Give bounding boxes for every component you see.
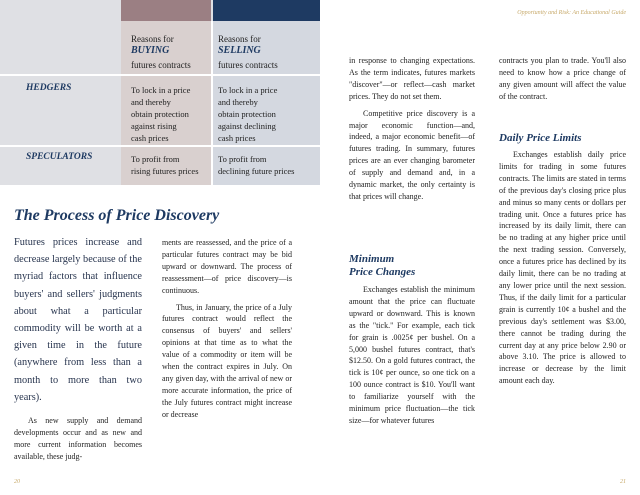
- cell-line: cash prices: [131, 133, 169, 143]
- cell-line: obtain protection: [218, 109, 276, 119]
- cell-line: To profit from: [218, 154, 267, 164]
- buying-header: [131, 33, 191, 71]
- subheading-daily-price-limits: Daily Price Limits: [499, 132, 582, 144]
- cell-line: To profit from: [131, 154, 180, 164]
- row-label-hedgers: HEDGERS: [26, 83, 72, 93]
- column-4: [499, 55, 626, 108]
- cell-line: declining future prices: [218, 166, 295, 176]
- cell-line: To lock in a price: [218, 85, 278, 95]
- cell-line: To lock in a price: [131, 85, 191, 95]
- table-col-divider: [211, 21, 213, 185]
- selling-color-bar: [213, 0, 320, 21]
- paragraph: Thus, in January, the price of a July futures contract would reflect the consensus of buyers' and sellers' opinions at that time as to what the value of a commodity or item will be when the contract expires in July. On any given day, with the arrival of new or more accurate information, the price of the July futures contract might increase or decrease: [162, 302, 292, 419]
- table-divider-1: [0, 74, 320, 76]
- paragraph: As new supply and demand developments occur and as new and more current information becomes available, these judg-: [14, 416, 142, 461]
- subheading-line: Minimum: [349, 253, 395, 265]
- column-2: [162, 237, 292, 426]
- selling-header-line1: Reasons for: [218, 34, 261, 44]
- page-number-left: 20: [14, 479, 20, 485]
- paragraph: in response to changing expectations. As the term indicates, futures markets "discover"—or reflect—cash market prices. They do not set them.: [349, 56, 475, 101]
- cell-line: rising futures prices: [131, 166, 199, 176]
- paragraph: Exchanges establish daily price limits for trading in some futures contracts. The limits are stated in terms of the previous day's closing price plus and minus so many cents or dollars per trading unit. Once a futures price has increased by its daily limit, there can be no trading at any higher price until the next trading session. Conversely, once a futures price has declined by its daily limit, there can be no trading at any lower price until the next session. Thus, if the daily limit for a particular grain is currently 10¢ a bushel and the previous day's settlement was $3.00, there cannot be trading during the current day at any price below 2.90 or above 3.10. The price is allowed to increase or decrease by the limit amount each day.: [499, 150, 626, 386]
- column-1: [14, 415, 142, 468]
- cell-line: against declining: [218, 121, 276, 131]
- page-number-right: 21: [620, 479, 626, 485]
- column-3-continued: [349, 284, 475, 432]
- selling-header: [218, 33, 278, 71]
- table-divider-2: [0, 145, 320, 147]
- section-title: The Process of Price Discovery: [14, 207, 220, 224]
- paragraph: Competitive price discovery is a major economic function—and, indeed, a major economic benefit—of futures trading. In summary, futures prices are an ever changing barometer of supply and demand and, in a dynamic market, the only certainty is that prices will change.: [349, 108, 475, 201]
- hedgers-buying-cell: [131, 84, 190, 144]
- buying-header-line1: Reasons for: [131, 34, 174, 44]
- column-4-continued: [499, 149, 626, 392]
- hedgers-selling-cell: [218, 84, 277, 144]
- cell-line: and thereby: [131, 97, 171, 107]
- row-label-speculators: SPECULATORS: [26, 152, 93, 162]
- paragraph: contracts you plan to trade. You'll also need to know how a price change of any given amount will affect the value of the contract.: [499, 56, 626, 101]
- lead-paragraph: Futures prices increase and decrease largely because of the myriad factors that influence buyers' and sellers' judgments about what a particular commodity will be worth at a given time in the future (anywhere from less than a month to more than two years).: [14, 237, 142, 403]
- paragraph: ments are reassessed, and the price of a particular futures contract may be bid upward or downward. The process of reassessment—of price discovery—is continuous.: [162, 238, 292, 295]
- selling-header-keyword: SELLING: [218, 45, 261, 56]
- buying-header-keyword: BUYING: [131, 45, 170, 56]
- subheading-minimum-price-changes: [349, 253, 415, 279]
- running-head-right: Opportunity and Risk: An Educational Guide: [517, 10, 626, 16]
- cell-line: and thereby: [218, 97, 258, 107]
- column-3: [349, 55, 475, 208]
- cell-line: against rising: [131, 121, 177, 131]
- cell-line: obtain protection: [131, 109, 189, 119]
- buying-header-line3: futures contracts: [131, 60, 191, 70]
- selling-header-line3: futures contracts: [218, 60, 278, 70]
- buying-color-bar: [121, 0, 211, 21]
- paragraph: Exchanges establish the minimum amount that the price can fluctuate upward or downward. This is known as the "tick." For example, each tick for grain is .0025¢ per bushel. On a 5,000 bushel futures contract, that's $12.50. On a gold futures contract, the tick is 10¢ per ounce, so one tick on a 100 ounce contract is $10. You'll want to familiarize yourself with the minimum price fluctuation—the tick size—for whatever futures: [349, 285, 475, 425]
- speculators-buying-cell: [131, 153, 199, 177]
- subheading-line: Price Changes: [349, 266, 416, 278]
- speculators-selling-cell: [218, 153, 294, 177]
- cell-line: cash prices: [218, 133, 256, 143]
